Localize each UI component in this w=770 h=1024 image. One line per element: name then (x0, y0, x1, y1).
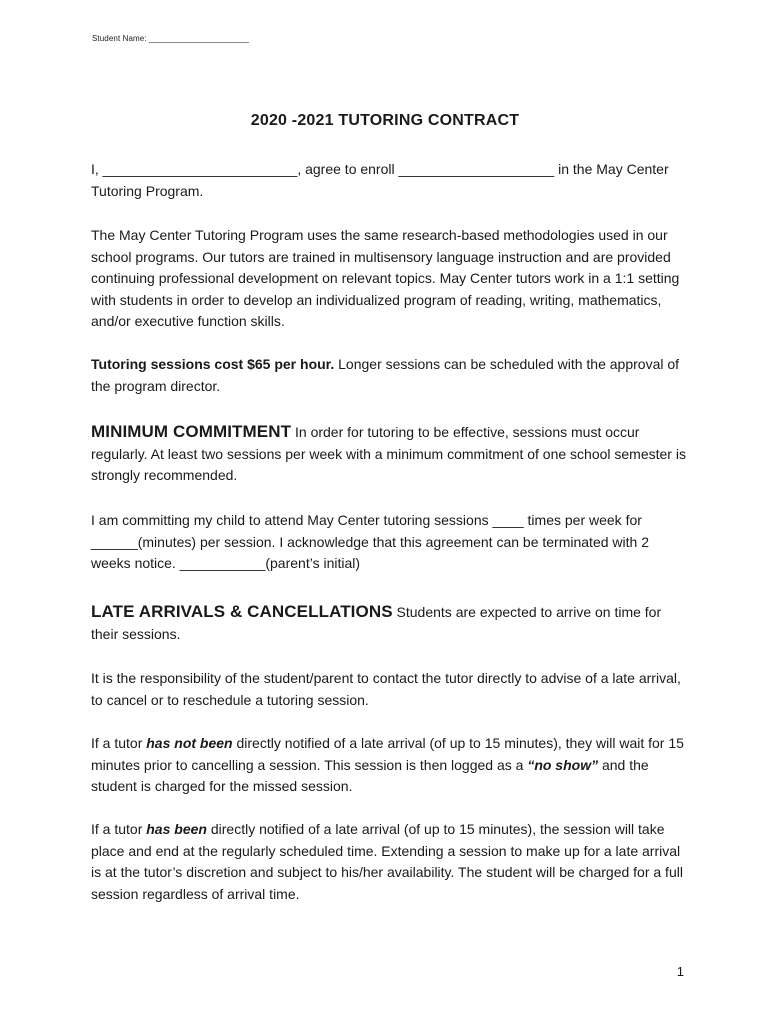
late-arrivals-paragraph (91, 601, 687, 645)
cost-paragraph (91, 354, 687, 397)
contract-title: 2020 -2021 TUTORING CONTRACT (250, 112, 520, 129)
not-notified-mid: directly notified of a late arrival (of up to 15 minutes), they will wait for 15 minutes prior to cancelling a session. This session is then logged as a (91, 735, 684, 773)
enroll-paragraph (91, 159, 687, 202)
minimum-commitment-paragraph (91, 421, 687, 487)
enroll-text: I, _________________________, agree to enroll ____________________ in the May Center Tutoring Program. (91, 161, 669, 199)
not-notified-post: and the student is charged for the missed session. (91, 756, 649, 794)
no-show-emphasis: “no show” (527, 756, 599, 773)
not-notified-emphasis: has not been (146, 735, 233, 751)
notified-post: directly notified of a late arrival (of up to 15 minutes), the session will take place and end at the regularly scheduled time. Extending a session to make up for a late arrival is at the tutor’s discretion and subject to his/her availability. The student will be charged for a full session regardless of arrival time. (91, 821, 683, 902)
notified-paragraph (91, 819, 687, 905)
student-name-header: Student Name: ______________________ (92, 34, 250, 43)
cost-text: Longer sessions can be scheduled with the approval of the program director. (91, 356, 680, 394)
late-arrivals-text: Students are expected to arrive on time for their sessions. (91, 604, 662, 642)
responsibility-paragraph (91, 668, 687, 711)
cost-bold: Tutoring sessions cost $65 per hour. (91, 356, 335, 372)
minimum-commitment-text: In order for tutoring to be effective, sessions must occur regularly. At least two sessions per week with a minimum commitment of one school semester is strongly recommended. (91, 424, 686, 483)
page-number: 1 (676, 964, 684, 979)
intro-text: The May Center Tutoring Program uses the same research-based methodologies used in our school programs. Our tutors are trained in multisensory language instruction and are provided continuing professional development on relevant topics. May Center tutors work in a 1:1 setting with students in order to develop an individualized program of reading, writing, mathematics, and/or executive function skills. (91, 227, 680, 329)
notified-pre: If a tutor (91, 821, 147, 837)
notified-emphasis: has been (146, 821, 207, 837)
commit-paragraph (91, 510, 687, 575)
not-notified-paragraph (91, 733, 687, 798)
responsibility-text: It is the responsibility of the student/parent to contact the tutor directly to advise of a late arrival, to cancel or to reschedule a tutoring session. (91, 670, 681, 708)
intro-paragraph (91, 225, 687, 333)
minimum-commitment-heading: MINIMUM COMMITMENT (91, 422, 292, 441)
late-arrivals-heading: LATE ARRIVALS & CANCELLATIONS (91, 602, 393, 621)
commit-text: I am committing my child to attend May Center tutoring sessions ____ times per week for ______(minutes) per session. I acknowledge that this agreement can be terminated with 2 weeks notice. ___________(parent’s initial) (91, 512, 649, 571)
not-notified-pre: If a tutor (91, 735, 147, 751)
